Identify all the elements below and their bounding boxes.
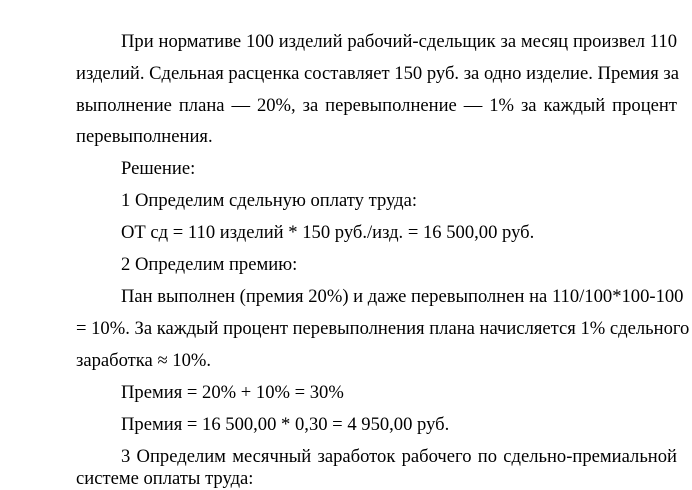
problem-text-line-2: изделий. Сдельная расценка составляет 150 руб. за одно изделие. Премия за (76, 63, 680, 84)
step-3-heading-line-1: 3 Определим месячный заработок рабочего по сдельно-премиальной (121, 446, 677, 467)
problem-text-line-1: При нормативе 100 изделий рабочий-сдельщик за месяц произвел 110 (121, 31, 677, 52)
step-1-heading: 1 Определим сдельную оплату труда: (121, 190, 418, 211)
step-2-heading: 2 Определим премию: (121, 254, 298, 275)
step-3-heading-line-2: системе оплаты труда: (76, 468, 254, 489)
step-2-text-line-2: = 10%. За каждый процент перевыполнения плана начисляется 1% сдельного (76, 318, 690, 339)
solution-heading: Решение: (121, 158, 196, 179)
problem-text-line-3: выполнение плана — 20%, за перевыполнение — 1% за каждый процент (76, 95, 677, 116)
step-1-formula: ОТ сд = 110 изделий * 150 руб./изд. = 16 500,00 руб. (121, 222, 535, 243)
bonus-amount-formula: Премия = 16 500,00 * 0,30 = 4 950,00 руб. (121, 414, 450, 435)
step-2-text-line-3: заработка ≈ 10%. (76, 350, 212, 371)
problem-text-line-4: перевыполнения. (76, 126, 213, 147)
bonus-percent-formula: Премия = 20% + 10% = 30% (121, 382, 344, 403)
step-2-text-line-1: Пан выполнен (премия 20%) и даже перевыполнен на 110/100*100-100 (121, 286, 684, 307)
